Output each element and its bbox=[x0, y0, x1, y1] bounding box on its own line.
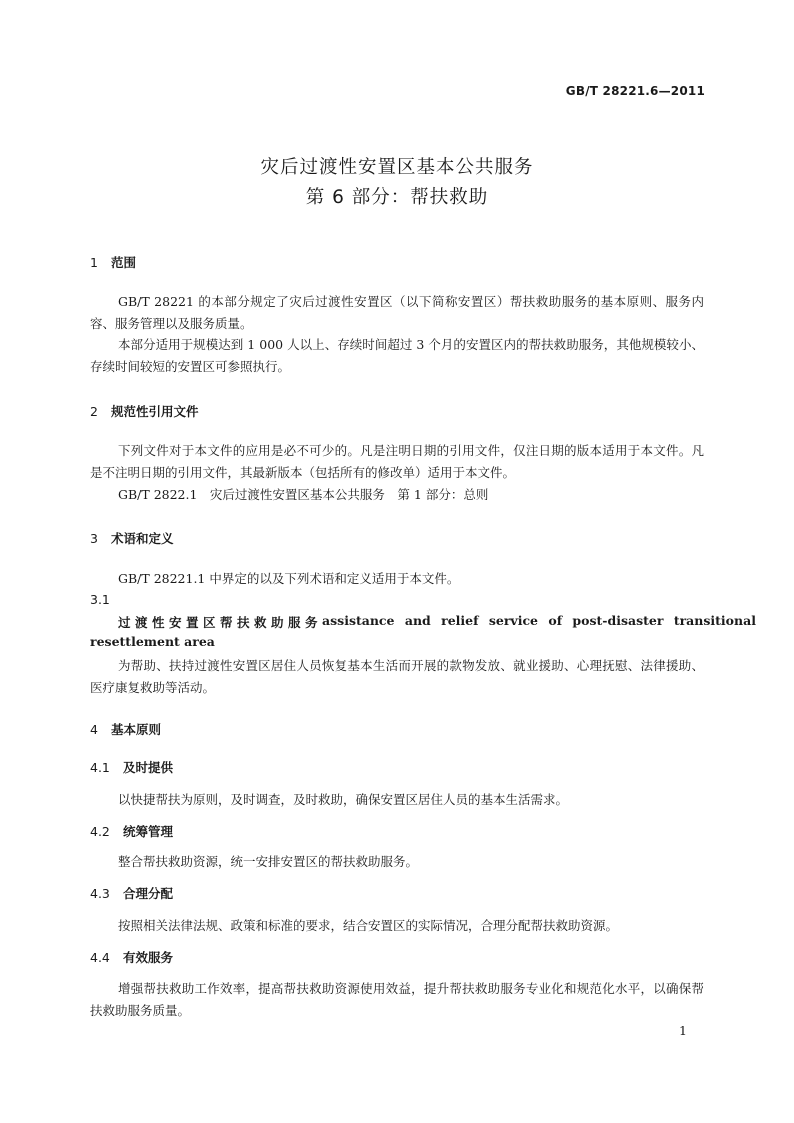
subsection-heading bbox=[90, 822, 173, 840]
paragraph: 按照相关法律法规、政策和标准的要求，结合安置区的实际情况，合理分配帮扶救助资源。 bbox=[118, 918, 619, 933]
section-number: 3 bbox=[90, 531, 98, 546]
paragraph: GB/T 28221.1 中界定的以及下列术语和定义适用于本文件。 bbox=[118, 571, 460, 586]
page-number: 1 bbox=[679, 1023, 687, 1038]
paragraph: 下列文件对于本文件的应用是必不可少的。凡是注明日期的引用文件，仅注日期的版本适用于本文件。凡是不注明日期的引用文件，其最新版本（包括所有的修改单）适用于本文件。 bbox=[90, 443, 704, 480]
paragraph: 整合帮扶救助资源，统一安排安置区的帮扶救助服务。 bbox=[118, 854, 419, 869]
term-english-cont: resettlement area bbox=[90, 634, 215, 649]
section-title: 术语和定义 bbox=[111, 531, 174, 546]
section-number: 2 bbox=[90, 404, 98, 419]
reference-item: GB/T 2822.1 灾后过渡性安置区基本公共服务 第 1 部分：总则 bbox=[118, 487, 489, 502]
term-english: assistance and relief service of post-disaster transitional bbox=[322, 613, 756, 628]
subsection-title: 合理分配 bbox=[123, 886, 174, 901]
section-number: 1 bbox=[90, 255, 98, 270]
section-title: 规范性引用文件 bbox=[111, 404, 199, 419]
section-heading-normative-references bbox=[90, 402, 199, 420]
paragraph: GB/T 28221 的本部分规定了灾后过渡性安置区（以下简称安置区）帮扶救助服务的基本原则、服务内容、服务管理以及服务质量。 bbox=[90, 294, 704, 331]
term-line bbox=[90, 613, 756, 631]
term-number bbox=[90, 592, 110, 607]
paragraph: 本部分适用于规模达到 1 000 人以上、存续时间超过 3 个月的安置区内的帮扶救助服务，其他规模较小、存续时间较短的安置区可参照执行。 bbox=[90, 337, 704, 374]
term-number-text: 3.1 bbox=[90, 592, 110, 607]
subsection-heading bbox=[90, 948, 173, 966]
section-heading-scope bbox=[90, 253, 136, 271]
section-title: 基本原则 bbox=[111, 722, 162, 737]
subsection-number: 4.2 bbox=[90, 824, 110, 839]
subsection-title: 及时提供 bbox=[123, 760, 174, 775]
paragraph: 以快捷帮扶为原则，及时调查，及时救助，确保安置区居住人员的基本生活需求。 bbox=[118, 792, 569, 807]
section-heading-principles bbox=[90, 720, 161, 738]
document-subtitle: 第 6 部分：帮扶救助 bbox=[305, 187, 489, 208]
section-title: 范围 bbox=[111, 255, 137, 270]
section-number: 4 bbox=[90, 722, 98, 737]
subsection-title: 统筹管理 bbox=[123, 824, 174, 839]
subsection-title: 有效服务 bbox=[123, 950, 174, 965]
subsection-number: 4.3 bbox=[90, 886, 110, 901]
term-chinese: 过渡性安置区帮扶救助服务 bbox=[118, 615, 323, 630]
section-heading-terms bbox=[90, 529, 174, 547]
subsection-number: 4.1 bbox=[90, 760, 110, 775]
subsection-number: 4.4 bbox=[90, 950, 110, 965]
subsection-heading bbox=[90, 884, 173, 902]
standard-number: GB/T 28221.6—2011 bbox=[565, 84, 705, 98]
term-definition: 为帮助、扶持过渡性安置区居住人员恢复基本生活而开展的款物发放、就业援助、心理抚慰、法律援助、医疗康复救助等活动。 bbox=[90, 658, 704, 695]
paragraph: 增强帮扶救助工作效率，提高帮扶救助资源使用效益，提升帮扶救助服务专业化和规范化水平，以确保帮扶救助服务质量。 bbox=[90, 981, 704, 1018]
subsection-heading bbox=[90, 758, 173, 776]
document-title: 灾后过渡性安置区基本公共服务 bbox=[260, 157, 534, 178]
